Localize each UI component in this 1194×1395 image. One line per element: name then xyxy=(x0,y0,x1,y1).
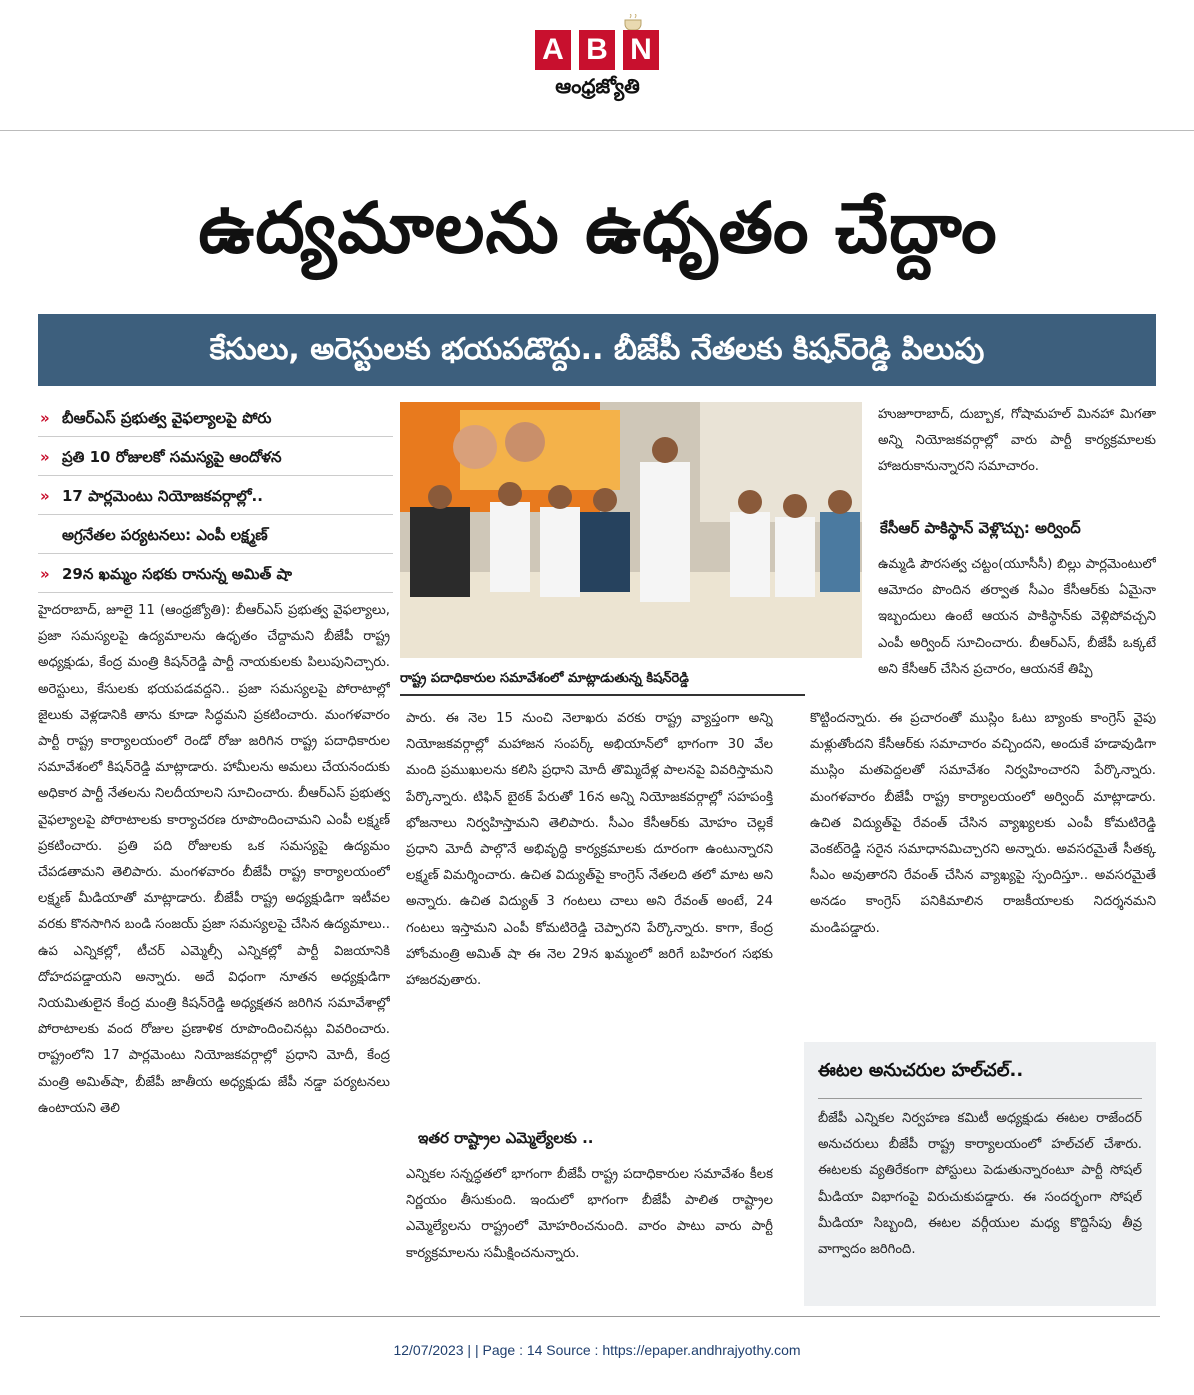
bottom-divider xyxy=(20,1316,1160,1317)
top-divider xyxy=(0,130,1194,131)
bullet-item: » 29న ఖమ్మం సభకు రానున్న అమిత్ షా xyxy=(38,558,393,593)
sidebox-divider xyxy=(818,1098,1142,1099)
photo-caption: రాష్ట్ర పదాధికారుల సమావేశంలో మాట్లాడుతున్న కిషన్‌రెడ్డి xyxy=(400,664,805,696)
double-arrow-icon: » xyxy=(40,409,50,427)
sidebox-body xyxy=(818,1106,1142,1296)
logo-letter-n: N xyxy=(623,30,659,70)
article-column-3-top xyxy=(878,402,1156,512)
bullet-item-continued: అగ్రనేతల పర్యటనలు: ఎంపీ లక్ష్మణ్ xyxy=(38,519,393,554)
meeting-photo xyxy=(400,402,862,658)
footer-source: 12/07/2023 | | Page : 14 Source : https://epaper.andhrajyothy.com xyxy=(393,1342,801,1358)
sidebox-title: ఈటల అనుచరుల హల్‌చల్.. xyxy=(818,1060,1024,1081)
logo-letter-a: A xyxy=(535,30,571,70)
article-body-text: హుజూరాబాద్, దుబ్బాక, గోషామహల్ మినహా మిగతా అన్ని నియోజకవర్గాల్లో వారు పార్టీ కార్యక్రమాలకు హాజరుకానున్నారని సమాచారం. xyxy=(878,407,1156,475)
section-heading-other-states: ఇతర రాష్ట్రాల ఎమ్మెల్యేలకు .. xyxy=(418,1129,594,1147)
double-arrow-icon: » xyxy=(40,448,50,466)
article-body-text: ఎన్నికల సన్నద్ధతలో భాగంగా బీజేపీ రాష్ట్ర పదాధికారుల సమావేశం కీలక నిర్ణయం తీసుకుంది. ఇందులో భాగంగా బీజేపీ పాలిత రాష్ట్రాల ఎమ్మెల్యేలను రాష్ట్రంలో మోహరించనుంది. వారం పాటు వారు పార్టీ కార్యక్రమాలను సమీక్షించనున్నారు. xyxy=(406,1167,773,1261)
bullet-item: » ప్రతి 10 రోజులకో సమస్యపై ఆందోళన xyxy=(38,441,393,476)
article-column-2-section xyxy=(406,1162,773,1302)
article-body-text: పారు. ఈ నెల 15 నుంచి నెలాఖరు వరకు రాష్ట్ర వ్యాప్తంగా అన్ని నియోజకవర్గాల్లో మహాజన సంపర్క్ అభియాన్‌లో భాగంగా 30 వేల మంది ప్రముఖులను కలిసి ప్రధాని మోదీ తొమ్మిదేళ్ల పాలనపై వివరిస్తామని పేర్కొన్నారు. టిఫిన్ బైఠక్ పేరుతో 16న అన్ని నియోజకవర్గాల్లో సహపంక్తి భోజనాలు నిర్వహిస్తామని తెలిపారు. సీఎం కేసీఆర్‌కు మోహం చెల్లకే ప్రధాని మోదీ పాల్గొనే అభివృద్ధి కార్యక్రమాలకు దూరంగా ఉంటున్నారని లక్ష్మణ్ విమర్శించారు. ఉచిత విద్యుత్‌పై కాంగ్రెస్ నేతలది తలో మాట అని అన్నారు. ఉచిత విద్యుత్ 3 గంటలు చాలు అని రేవంత్ అంటే, 24 గంటలు ఇస్తామని ఎంపీ కోమటిరెడ్డి చెప్పారని పేర్కొన్నారు. కాగా, కేంద్ర హోంమంత్రి అమిత్ షా ఈ నెల 29న ఖమ్మంలో జరిగే బహిరంగ సభకు హాజరవుతారు. xyxy=(406,711,773,989)
sidebar-box xyxy=(804,1042,1156,1306)
logo-subtitle: ఆంధ్రజ్యోతి xyxy=(555,74,640,98)
double-arrow-icon: » xyxy=(40,565,50,583)
logo-letter-b: B xyxy=(579,30,615,70)
headline: ఉద్యమాలను ఉధృతం చేద్దాం xyxy=(198,187,998,269)
double-arrow-icon: » xyxy=(40,487,50,505)
bullet-item: » 17 పార్లమెంటు నియోజకవర్గాల్లో.. xyxy=(38,480,393,515)
subheadline-banner: కేసులు, అరెస్టులకు భయపడొద్దు.. బీజేపీ నేతలకు కిషన్‌రెడ్డి పిలుపు xyxy=(38,314,1156,386)
abn-logo xyxy=(535,14,660,104)
bullet-item: » బీఆర్‌ఎస్ ప్రభుత్వ వైఫల్యాలపై పోరు xyxy=(38,402,393,437)
article-body-text: హైదరాబాద్, జూలై 11 (ఆంధ్రజ్యోతి): బీఆర్‌ఎస్ ప్రభుత్వ వైఫల్యాలు, ప్రజా సమస్యలపై ఉద్యమాలను ఉధృతం చేద్దామని బీజేపీ రాష్ట్ర అధ్యక్షుడు, కేంద్ర మంత్రి కిషన్‌రెడ్డి పార్టీ నాయకులకు పిలుపునిచ్చారు. అరెస్టులు, కేసులకు భయపడవద్దని.. ప్రజా సమస్యలపై పోరాటాల్లో జైలుకు వెళ్లడానికి తాను కూడా సిద్ధమని ప్రకటించారు. మంగళవారం పార్టీ రాష్ట్ర కార్యాలయంలో రెండో రోజు జరిగిన రాష్ట్ర పదాధికారుల సమావేశంలో కిషన్‌రెడ్డి మాట్లాడారు. హామీలను అమలు చేయనందుకు అధికార పార్టీ నేతలను నిలదీయాలని సూచించారు. బీఆర్‌ఎస్ ప్రభుత్వ వైఫల్యాలపై పోరాటాలకు కార్యాచరణ రూపొందించామని ఎంపీ లక్ష్మణ్ ప్రకటించారు. ప్రతి పది రోజులకు ఒక సమస్యపై ఉద్యమం చేపడతామని తెలిపారు. మంగళవారం బీజేపీ రాష్ట్ర కార్యాలయంలో లక్ష్మణ్ మీడియాతో మాట్లాడారు. బీజేపీ రాష్ట్ర అధ్యక్షుడిగా ఇటీవల వరకు కొనసాగిన బండి సంజయ్ ప్రజా సమస్యలపై చేసిన ఉద్యమాలు.. ఉప ఎన్నికల్లో, టీచర్ ఎమ్మెల్సీ ఎన్నికల్లో పార్టీ విజయానికి దోహదపడ్డాయని అన్నారు. అదే విధంగా నూతన అధ్యక్షుడిగా నియమితులైన కేంద్ర మంత్రి కిషన్‌రెడ్డి అధ్యక్షతన జరిగిన సమావేశాల్లో పోరాటాలకు వంద రోజుల ప్రణాళిక రూపొందించినట్లు వివరించారు. రాష్ట్రంలోని 17 పార్లమెంటు నియోజకవర్గాల్లో ప్రధాని మోదీ, కేంద్ర మంత్రి అమిత్‌షా, బీజేపీ జాతీయ అధ్యక్షుడు జేపీ నడ్డా పర్యటనలు ఉంటాయని తెలి xyxy=(38,603,390,1116)
article-column-3-section-b xyxy=(810,706,1156,1040)
article-body-text-continued: కొట్టిందన్నారు. ఈ ప్రచారంతో ముస్లిం ఓటు బ్యాంకు కాంగ్రెస్ వైపు మళ్లుతోందని కేసీఆర్‌కు సమాచారం వచ్చిందని, అందుకే హడావుడిగా ముస్లిం మతపెద్దలతో సమావేశం నిర్వహించారని పేర్కొన్నారు. మంగళవారం బీజేపీ రాష్ట్ర కార్యాలయంలో అర్వింద్ మాట్లాడారు. ఉచిత విద్యుత్‌పై రేవంత్ చేసిన వ్యాఖ్యలకు ఎంపీ కోమటిరెడ్డి వెంకట్‌రెడ్డి సరైన సమాధానమిచ్చారని అన్నారు. అవసరమైతే సీతక్క సీఎం అవుతారని రేవంత్ చేసిన వ్యాఖ్యపై స్పందిస్తూ.. అవసరమైతే అనడం కాంగ్రెస్ పనికిమాలిన రాజకీయాలకు నిదర్శనమని మండిపడ్డారు. xyxy=(810,711,1156,936)
article-column-1 xyxy=(38,598,390,1310)
cup-icon xyxy=(621,14,645,30)
highlight-bullets xyxy=(38,402,393,597)
section-heading-kcr-pakistan: కేసీఆర్ పాకిస్థాన్ వెళ్లొచ్చు: అర్వింద్ xyxy=(880,519,1081,537)
article-column-3-section-a xyxy=(878,552,1156,708)
article-body-text: ఉమ్మడి పౌరసత్వ చట్టం(యూసీసీ) బిల్లు పార్లమెంటులో ఆమోదం పొందిన తర్వాత సీఎం కేసీఆర్‌కు ఏమైనా ఇబ్బందులు ఉంటే ఆయన పాకిస్థాన్‌కు వెళ్లిపోవచ్చని ఎంపీ అర్వింద్ సూచించారు. బీఆర్‌ఎస్, బీజేపీ ఒక్కటే అని కేసీఆర్ చేసిన ప్రచారం, ఆయనకే తిప్పి xyxy=(878,557,1156,677)
article-column-2 xyxy=(406,706,773,1110)
article-body-text: బీజేపీ ఎన్నికల నిర్వహణ కమిటీ అధ్యక్షుడు ఈటల రాజేందర్ అనుచరులు బీజేపీ రాష్ట్ర కార్యాలయంలో హల్‌చల్ చేశారు. ఈటలకు వ్యతిరేకంగా పోస్టులు పెడుతున్నారంటూ పార్టీ సోషల్ మీడియా విభాగంపై విరుచుకుపడ్డారు. ఈ సందర్భంగా సోషల్ మీడియా సిబ్బంది, ఈటల వర్గీయుల మధ్య కొద్దిసేపు తీవ్ర వాగ్వాదం జరిగింది. xyxy=(818,1111,1142,1258)
